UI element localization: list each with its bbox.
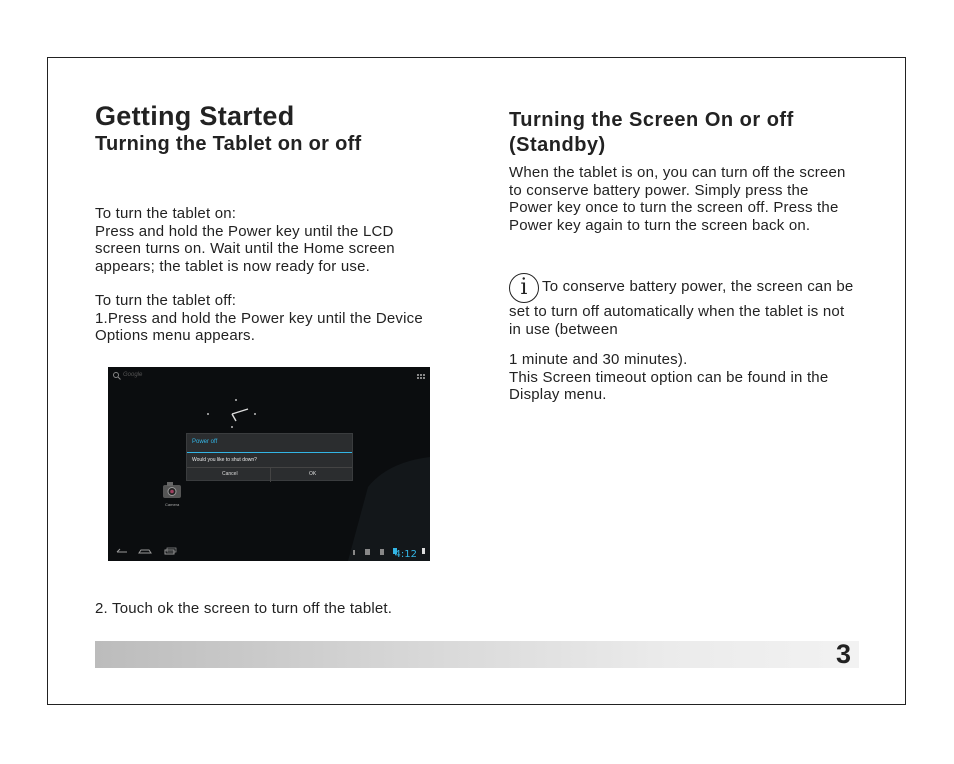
standby-paragraph: When the tablet is on, you can turn off the screen to conserve battery power. Simply press the Power key once to turn the screen off. Press the Power key again to turn the screen back on. — [509, 164, 846, 234]
system-bar — [108, 547, 430, 561]
search-bar-text: Google — [123, 372, 143, 378]
dialog-title: Power off — [192, 439, 218, 445]
turn-on-heading: To turn the tablet on: — [95, 205, 237, 222]
turn-off-heading: To turn the tablet off: — [95, 292, 237, 309]
timeout-location-text: This Screen timeout option can be found in the Display menu. — [509, 368, 829, 403]
turn-on-paragraph — [95, 205, 435, 275]
section-title-standby: Turning the Screen On or off (Standby) — [509, 109, 794, 156]
ok-button: OK — [309, 471, 317, 477]
button-divider — [270, 468, 271, 482]
timeout-range-text: 1 minute and 30 minutes). — [509, 351, 688, 368]
page-number: 3 — [836, 639, 852, 669]
power-off-dialog — [186, 433, 353, 481]
cancel-button: Cancel — [222, 471, 238, 477]
section-title-power: Turning the Tablet on or off — [95, 133, 362, 155]
dialog-divider — [187, 452, 352, 453]
camera-app-label: Camera — [165, 502, 180, 507]
turn-off-step-2: 2. Touch ok the screen to turn off the tablet. — [95, 600, 393, 617]
page-title: Getting Started — [95, 101, 295, 131]
turn-on-text: Press and hold the Power key until the LCD screen turns on. Wait until the Home screen appears; the tablet is now ready for use. — [95, 222, 395, 275]
timeout-note — [509, 273, 854, 338]
info-icon: i — [509, 273, 539, 303]
turn-off-step-1: 1.Press and hold the Power key until the Device Options menu appears. — [95, 309, 423, 344]
timeout-range-paragraph — [509, 351, 869, 404]
footer-bar — [95, 641, 859, 668]
tablet-screenshot — [108, 367, 430, 561]
dialog-message: Would you like to shut down? — [192, 457, 257, 463]
timeout-note-text: To conserve battery power, the screen can be set to turn off automatically when the tablet is not in use (between — [509, 278, 854, 338]
status-clock: 4:12 — [394, 549, 417, 560]
turn-off-paragraph — [95, 292, 435, 345]
dialog-buttons — [187, 467, 352, 482]
